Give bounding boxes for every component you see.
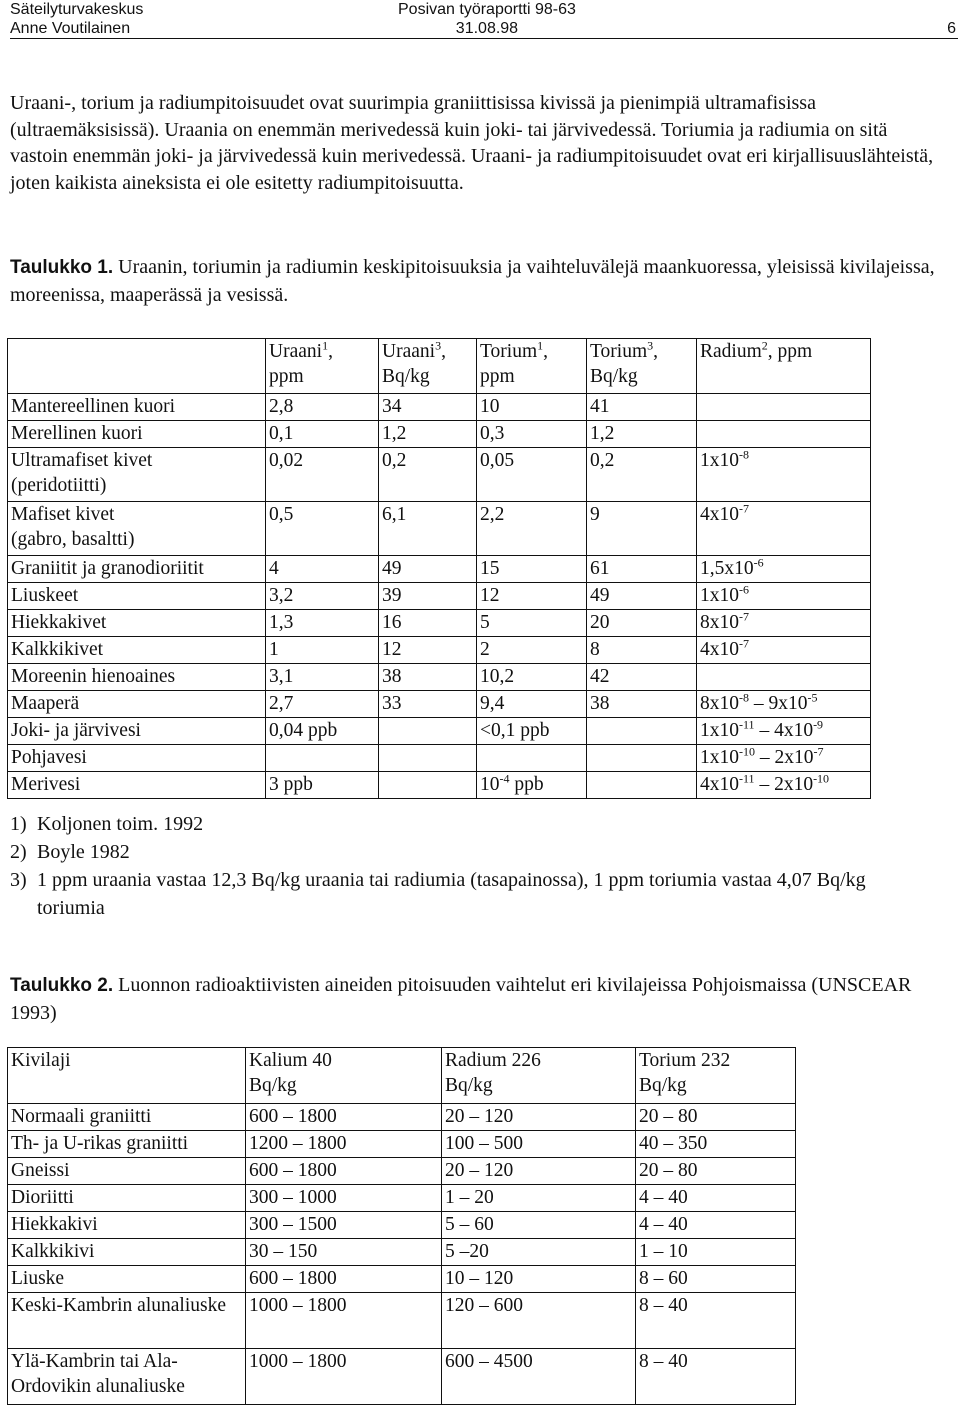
table2-cell-k: 300 – 1500 — [246, 1212, 442, 1239]
table-row — [8, 610, 871, 637]
table2-cell-k: 600 – 1800 — [246, 1104, 442, 1131]
table2 — [7, 1047, 796, 1405]
table1-cell-u_ppm: 0,1 — [266, 421, 379, 448]
table1-cell-th_bq: 42 — [587, 664, 697, 691]
table1-cell-u_bq: 12 — [379, 637, 477, 664]
table-row — [8, 745, 871, 772]
table1-cell-th_bq: 49 — [587, 583, 697, 610]
table1-radium-exp: -8 — [739, 690, 749, 705]
table1-rock-cell — [8, 610, 266, 637]
table1-cell-th_ppm — [477, 502, 587, 556]
table1-cell-u_bq: 49 — [379, 556, 477, 583]
table1-header-rest: , — [441, 341, 446, 362]
table-row — [8, 1131, 796, 1158]
table2-rock-name: Liuske — [8, 1266, 246, 1293]
table1-header-unit: Bq/kg — [382, 366, 430, 387]
header-report: Posivan työraportti 98-63 — [398, 1, 576, 18]
table1-caption-text: Uraanin, toriumin ja radiumin keskipitoisuuksia ja vaihteluvälejä maankuoressa, yleisissä kivilajeissa, moreenissa, maaperässä ja vesissä. — [10, 256, 935, 306]
table2-rock-name: Hiekkakivi — [8, 1212, 246, 1239]
table1-header-cell — [477, 339, 587, 394]
table1-radium-value: 1x10 — [700, 747, 739, 768]
table1-radium-value: 1x10 — [700, 585, 739, 606]
footnote-number: 1) — [10, 813, 27, 835]
table1-caption — [10, 254, 935, 308]
table1-header-title — [700, 339, 870, 364]
table1-header-title — [480, 339, 586, 364]
table2-cell-ra: 120 – 600 — [442, 1293, 636, 1349]
table2-caption-text: Luonnon radioaktiivisten aineiden pitoisuuden vaihtelut eri kivilajeissa Pohjoismaissa (UNSCEAR 1993) — [10, 974, 912, 1024]
table1-rock-cell — [8, 448, 266, 502]
table-row — [8, 394, 871, 421]
footnote-text: Boyle 1982 — [37, 841, 130, 863]
table2-rock-name: Kalkkikivi — [8, 1239, 246, 1266]
table1-cell-th_ppm — [477, 664, 587, 691]
table1-radium-exp: -8 — [739, 447, 749, 462]
table1-cell-radium — [697, 394, 871, 421]
table1-header-unit: Bq/kg — [590, 366, 638, 387]
table1-cell-th_bq: 61 — [587, 556, 697, 583]
table2-cell-k: 600 – 1800 — [246, 1266, 442, 1293]
table1-cell-th_ppm — [477, 583, 587, 610]
table1-cell-th_ppm — [477, 421, 587, 448]
table1-cell-u_bq — [379, 745, 477, 772]
table2-cell-k: 300 – 1000 — [246, 1185, 442, 1212]
table-row — [8, 583, 871, 610]
table2-cell-k: 1000 – 1800 — [246, 1293, 442, 1349]
table1-radium-exp: -11 — [739, 717, 755, 732]
table1-radium-exp: -10 — [739, 744, 755, 759]
table1-cell-radium — [697, 637, 871, 664]
table1-rock-cell — [8, 421, 266, 448]
table1-cell-u_bq: 16 — [379, 610, 477, 637]
table1-radium-value-2: – 4x10 — [754, 720, 814, 741]
table1-cell-th_ppm — [477, 448, 587, 502]
footnote-text: Koljonen toim. 1992 — [37, 813, 204, 835]
table2-cell-ra: 100 – 500 — [442, 1131, 636, 1158]
table1-header-rest: , — [543, 341, 549, 362]
table-row — [8, 691, 871, 718]
table1-header-cell — [697, 339, 871, 394]
table1-radium-value: 8x10 — [700, 612, 739, 633]
table1-header-title — [382, 339, 476, 364]
table2-cell-ra: 20 – 120 — [442, 1104, 636, 1131]
table1-rock-name: Joki- ja järvivesi — [11, 720, 141, 741]
table1-th-ppm-value: 0,3 — [480, 423, 505, 444]
table1-radium-exp-2: -7 — [813, 744, 824, 759]
table1-header-sup: 1 — [322, 338, 329, 353]
table1-header-main: Uraani — [382, 341, 436, 362]
table2-rock-name: Dioriitti — [8, 1185, 246, 1212]
table1-rock-cell — [8, 556, 266, 583]
table2-cell-k: 600 – 1800 — [246, 1158, 442, 1185]
table1-radium-value: 4x10 — [700, 774, 739, 795]
table1-cell-th_ppm — [477, 745, 587, 772]
table1-radium-value-2: – 9x10 — [749, 693, 808, 714]
table1-rock-subname: (peridotiitti) — [11, 475, 107, 496]
table1-cell-th_bq — [587, 745, 697, 772]
table1-cell-u_ppm: 2,8 — [266, 394, 379, 421]
footnote-text: 1 ppm uraania vastaa 12,3 Bq/kg uraania tai radiumia (tasapainossa), 1 ppm toriumia vastaa 4,07 Bq/kg toriumia — [37, 869, 866, 919]
table1-th-ppm-value: <0,1 ppb — [480, 720, 550, 741]
table1-cell-radium — [697, 556, 871, 583]
table1-cell-radium — [697, 745, 871, 772]
table-row — [8, 502, 871, 556]
table2-header-main: Radium 226 — [445, 1050, 541, 1071]
table2-header-main: Kivilaji — [11, 1050, 71, 1071]
table1-header-main: Radium — [700, 341, 762, 362]
table1-cell-th_bq: 1,2 — [587, 421, 697, 448]
table1-cell-u_bq: 39 — [379, 583, 477, 610]
table1-radium-exp-2: -5 — [807, 690, 818, 705]
table1-th-ppm-value: 10 — [480, 774, 500, 795]
table1-cell-radium — [697, 610, 871, 637]
header-date: 31.08.98 — [455, 20, 519, 37]
table1-cell-radium — [697, 664, 871, 691]
table1-cell-u_ppm: 2,7 — [266, 691, 379, 718]
header-org: Säteilyturvakeskus — [10, 1, 144, 18]
table1-radium-value: 8x10 — [700, 693, 739, 714]
table2-header-main: Kalium 40 — [249, 1050, 332, 1071]
table1-th-ppm-sup: -4 — [499, 771, 510, 786]
table2-cell-ra: 20 – 120 — [442, 1158, 636, 1185]
table1-cell-u_ppm: 3,1 — [266, 664, 379, 691]
table1-header-row — [8, 339, 871, 394]
table1-cell-th_ppm — [477, 394, 587, 421]
table1-radium-value: 1,5x10 — [700, 558, 754, 579]
table1-th-ppm-value: 9,4 — [480, 693, 505, 714]
table-row — [8, 664, 871, 691]
table1-cell-u_bq: 38 — [379, 664, 477, 691]
table2-cell-ra: 10 – 120 — [442, 1266, 636, 1293]
table2-cell-ra: 600 – 4500 — [442, 1349, 636, 1405]
table1-th-ppm-rest: ppb — [509, 774, 544, 795]
table1-label: Taulukko 1. — [10, 257, 114, 278]
table1-radium-exp: -7 — [739, 501, 749, 516]
table1-th-ppm-value: 2,2 — [480, 504, 505, 525]
table1-cell-u_ppm: 1 — [266, 637, 379, 664]
table1-header-main: Uraani — [269, 341, 323, 362]
header-author: Anne Voutilainen — [10, 20, 131, 37]
table-row — [8, 1185, 796, 1212]
table1-cell-u_ppm: 0,02 — [266, 448, 379, 502]
table1-rock-name: Ultramafiset kivet — [11, 450, 153, 471]
table2-cell-th: 4 – 40 — [636, 1212, 796, 1239]
table2-header-cell — [246, 1048, 442, 1104]
table-row — [8, 1212, 796, 1239]
table1-radium-value: 1x10 — [700, 450, 739, 471]
table1-header-cell — [587, 339, 697, 394]
table1-header-rest: , — [328, 341, 333, 362]
table1 — [7, 338, 871, 799]
table1-cell-u_ppm: 0,04 ppb — [266, 718, 379, 745]
table-row — [8, 556, 871, 583]
table1-rock-name: Pohjavesi — [11, 747, 87, 768]
table1-radium-value-2: – 2x10 — [754, 774, 814, 795]
table1-radium-value: 4x10 — [700, 504, 739, 525]
table1-cell-th_ppm — [477, 691, 587, 718]
table1-rock-cell — [8, 691, 266, 718]
table1-header-unit: ppm — [480, 366, 515, 387]
table1-cell-radium — [697, 448, 871, 502]
table1-radium-value: 4x10 — [700, 639, 739, 660]
table-row — [8, 1293, 796, 1349]
footnote-number: 3) — [10, 869, 27, 891]
table2-header-cell — [636, 1048, 796, 1104]
table-row — [8, 1104, 796, 1131]
table1-rock-cell — [8, 394, 266, 421]
table1-cell-u_bq: 34 — [379, 394, 477, 421]
table1-cell-u_bq — [379, 772, 477, 799]
table2-cell-k: 1200 – 1800 — [246, 1131, 442, 1158]
table-row — [8, 421, 871, 448]
header-left — [10, 0, 143, 38]
table1-cell-radium — [697, 691, 871, 718]
table1-header-blank — [8, 339, 266, 394]
table2-cell-th: 20 – 80 — [636, 1158, 796, 1185]
table1-cell-th_bq: 8 — [587, 637, 697, 664]
table2-header-cell — [442, 1048, 636, 1104]
footnote — [10, 810, 935, 838]
table-row — [8, 718, 871, 745]
table1-cell-th_bq: 0,2 — [587, 448, 697, 502]
table1-cell-th_ppm — [477, 718, 587, 745]
table1-header-main: Torium — [590, 341, 648, 362]
table1-header-sup: 3 — [435, 338, 442, 353]
table1-cell-u_ppm: 0,5 — [266, 502, 379, 556]
table1-th-ppm-value: 5 — [480, 612, 490, 633]
table2-cell-th: 8 – 40 — [636, 1293, 796, 1349]
table1-rock-name: Merivesi — [11, 774, 81, 795]
table1-cell-th_bq: 41 — [587, 394, 697, 421]
table1-cell-th_bq: 9 — [587, 502, 697, 556]
table1-rock-name: Moreenin hienoaines — [11, 666, 176, 687]
table2-rock-name: Gneissi — [8, 1158, 246, 1185]
table1-cell-radium — [697, 421, 871, 448]
table1-cell-th_ppm — [477, 610, 587, 637]
footnote — [10, 866, 935, 922]
intro-paragraph: Uraani-, torium ja radiumpitoisuudet ovat suurimpia graniittisissa kivissä ja pienimpiä ultramafisissa (ultraemäksisissä). Uraania on enemmän merivedessä kuin joki- tai järvivedessä. Toriumia ja radiumia on sitä vastoin enemmän joki- ja järvivedessä kuin merivedessä. Uraani- ja radiumpitoisuudet ovat eri kirjallisuuslähteistä, joten kaikista aineksista ei ole esitetty radiumpitoisuutta. — [10, 92, 934, 194]
table2-cell-th: 8 – 40 — [636, 1349, 796, 1405]
table1-cell-u_ppm: 3 ppb — [266, 772, 379, 799]
table2-rock-name: Keski-Kambrin alunaliuske — [8, 1293, 246, 1349]
table-row — [8, 1266, 796, 1293]
table1-cell-u_bq — [379, 718, 477, 745]
table1-rock-cell — [8, 502, 266, 556]
table1-th-ppm-value: 10 — [480, 396, 500, 417]
table-row — [8, 637, 871, 664]
table2-cell-th: 20 – 80 — [636, 1104, 796, 1131]
table1-rock-cell — [8, 772, 266, 799]
table2-caption — [10, 972, 935, 1026]
page-header — [10, 0, 958, 39]
table1-th-ppm-value: 12 — [480, 585, 500, 606]
table1-radium-exp: -6 — [739, 582, 749, 597]
table1-th-ppm-value: 15 — [480, 558, 500, 579]
table2-cell-k: 1000 – 1800 — [246, 1349, 442, 1405]
table1-cell-u_bq: 1,2 — [379, 421, 477, 448]
table1-footnotes — [10, 810, 935, 922]
table1-cell-th_bq: 20 — [587, 610, 697, 637]
table2-cell-th: 40 – 350 — [636, 1131, 796, 1158]
table1-cell-u_ppm: 4 — [266, 556, 379, 583]
table1-cell-u_ppm: 3,2 — [266, 583, 379, 610]
table1-rock-name: Liuskeet — [11, 585, 79, 606]
table2-rock-name: Th- ja U-rikas graniitti — [8, 1131, 246, 1158]
table1-radium-exp-2: -9 — [813, 717, 824, 732]
table-row — [8, 448, 871, 502]
table2-label: Taulukko 2. — [10, 975, 114, 996]
table2-rock-name: Normaali graniitti — [8, 1104, 246, 1131]
table1-rock-name: Merellinen kuori — [11, 423, 143, 444]
table1-radium-value-2: – 2x10 — [755, 747, 814, 768]
table-row — [8, 1239, 796, 1266]
table1-header-cell — [379, 339, 477, 394]
table1-th-ppm-value: 2 — [480, 639, 490, 660]
table1-th-ppm-value: 0,05 — [480, 450, 515, 471]
table1-cell-radium — [697, 718, 871, 745]
table1-th-ppm-value: 10,2 — [480, 666, 515, 687]
footnote-number: 2) — [10, 841, 27, 863]
table1-rock-name: Mantereellinen kuori — [11, 396, 176, 417]
table1-header-title — [590, 339, 696, 364]
table1-rock-name: Hiekkakivet — [11, 612, 107, 633]
table1-header-sup: 1 — [537, 338, 544, 353]
table2-cell-th: 8 – 60 — [636, 1266, 796, 1293]
table2-header-cell — [8, 1048, 246, 1104]
table1-rock-cell — [8, 637, 266, 664]
table1-cell-u_ppm: 1,3 — [266, 610, 379, 637]
table1-cell-th_bq: 38 — [587, 691, 697, 718]
table1-rock-name: Mafiset kivet — [11, 504, 115, 525]
table2-cell-ra: 5 – 60 — [442, 1212, 636, 1239]
table1-header-rest: , — [653, 341, 659, 362]
table-row — [8, 1349, 796, 1405]
table1-rock-cell — [8, 745, 266, 772]
table1-rock-cell — [8, 718, 266, 745]
table1-cell-u_bq: 6,1 — [379, 502, 477, 556]
table1-header-sup: 2 — [761, 338, 768, 353]
table1-cell-th_ppm — [477, 556, 587, 583]
table1-rock-subname: (gabro, basaltti) — [11, 529, 135, 550]
table-row — [8, 772, 871, 799]
table1-header-main: Torium — [480, 341, 538, 362]
table2-header-row — [8, 1048, 796, 1104]
table1-radium-exp: -7 — [739, 636, 749, 651]
table2-header-unit: Bq/kg — [445, 1075, 493, 1096]
table1-cell-u_bq: 0,2 — [379, 448, 477, 502]
table2-cell-ra: 5 –20 — [442, 1239, 636, 1266]
table1-cell-radium — [697, 772, 871, 799]
table1-radium-exp-2: -10 — [813, 771, 830, 786]
table2-cell-th: 1 – 10 — [636, 1239, 796, 1266]
table1-radium-exp: -11 — [739, 771, 755, 786]
table1-header-unit: ppm — [269, 366, 304, 387]
table1-radium-value: 1x10 — [700, 720, 739, 741]
table1-header-sup: 3 — [647, 338, 654, 353]
table1-cell-u_bq: 33 — [379, 691, 477, 718]
header-center — [398, 0, 576, 38]
footnote — [10, 838, 935, 866]
table-row — [8, 1158, 796, 1185]
table2-header-main: Torium 232 — [639, 1050, 731, 1071]
table2-cell-ra: 1 – 20 — [442, 1185, 636, 1212]
table1-rock-name: Graniitit ja granodioriitit — [11, 558, 204, 579]
table1-cell-radium — [697, 583, 871, 610]
table2-cell-th: 4 – 40 — [636, 1185, 796, 1212]
table2-header-unit: Bq/kg — [249, 1075, 297, 1096]
table1-rock-name: Maaperä — [11, 693, 80, 714]
table1-cell-th_ppm — [477, 637, 587, 664]
table1-cell-radium — [697, 502, 871, 556]
table1-cell-u_ppm — [266, 745, 379, 772]
table1-cell-th_bq — [587, 718, 697, 745]
header-page-number: 6 — [947, 20, 956, 37]
table1-rock-cell — [8, 664, 266, 691]
table1-cell-th_bq — [587, 772, 697, 799]
table1-rock-cell — [8, 583, 266, 610]
table1-header-rest: , ppm — [767, 341, 813, 362]
table1-cell-th_ppm — [477, 772, 587, 799]
table1-header-cell — [266, 339, 379, 394]
table1-radium-exp: -6 — [753, 555, 764, 570]
table1-rock-name: Kalkkikivet — [11, 639, 104, 660]
table2-rock-name: Ylä-Kambrin tai Ala-Ordovikin alunaliuske — [8, 1349, 246, 1405]
table2-cell-k: 30 – 150 — [246, 1239, 442, 1266]
table2-header-unit: Bq/kg — [639, 1075, 687, 1096]
table1-radium-exp: -7 — [739, 609, 749, 624]
table1-header-title — [269, 339, 378, 364]
